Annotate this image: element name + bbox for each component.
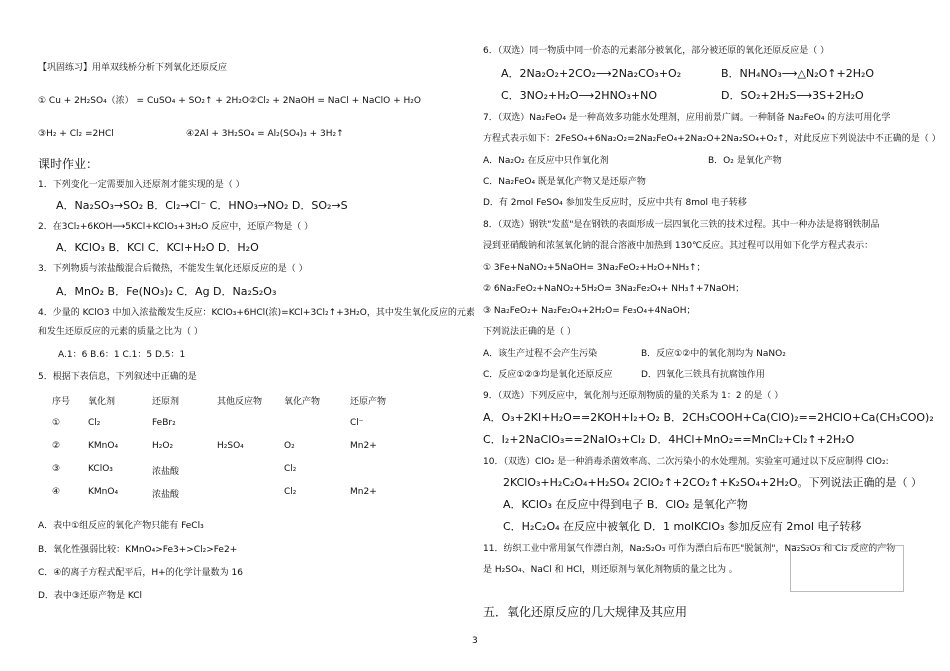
table-cell: ④ [52,487,61,497]
right-text-line: C．I₂+2NaClO₃==2NaIO₃+Cl₂ D．4HCl+MnO₂==MnCl₂+Cl₂↑+2H₂O [483,433,855,446]
right-text-line: 7．（双选）Na₂FeO₄ 是一种高效多功能水处理剂，应用前景广阔。一种制备 Na₂FeO₄ 的方法可用化学 [483,113,891,123]
right-text-line: C．Na₂FeO₄ 既是氧化产物又是还原产物 [483,177,646,187]
right-text-line: ① 3Fe+NaNO₂+5NaOH= 3Na₂FeO₂+H₂O+NH₃↑； [483,263,706,273]
table-header-cell: 其他反应物 [217,397,263,407]
left-text-line: 3．下列物质与浓盐酸混合后微热，不能发生氧化还原反应的是（ ） [38,264,308,274]
right-text-line: 8．（双选）钢铁"发蓝"是在钢铁的表面形成一层四氧化三铁的技术过程。其中一种办法是将钢铁制品 [483,220,880,230]
table-cell: ① [52,418,61,428]
table-cell: FeBr₂ [152,418,176,428]
table-header-cell: 还原剂 [152,397,180,407]
right-text-line: D．SO₂+2H₂S⟶3S+2H₂O [721,89,864,102]
left-text-line: A．表中①组反应的氧化产物只能有 FeCl₃ [38,521,204,531]
table-cell: KMnO₄ [88,441,119,451]
right-text-line: C．3NO₂+H₂O⟶2HNO₃+NO [501,89,657,102]
table-cell: Cl⁻ [350,418,364,428]
left-text-line: C．④的离子方程式配平后，H+的化学计量数为 16 [38,568,243,578]
right-text-line: A．该生产过程不会产生污染 [483,349,598,359]
right-text-line: 10．（双选）ClO₂ 是一种消毒杀菌效率高、二次污染小的水处理剂。实验室可通过以下反应制得 ClO₂: [483,457,889,467]
left-text-line: A．MnO₂ B．Fe(NO₃)₂ C．Ag D．Na₂S₂O₃ [56,285,277,298]
table-cell: Cl₂ [88,418,101,428]
left-text-line: A．KClO₃ B．KCl C．KCl+H₂O D．H₂O [56,241,259,254]
table-cell: H₂SO₄ [217,441,244,451]
right-text-line: B．反应①②中的氧化剂均为 NaNO₂ [641,349,786,359]
table-cell: Mn2+ [350,487,377,497]
right-text-line: ③ Na₂FeO₂+ Na₂Fe₂O₄+2H₂O= Fe₃O₄+4NaOH； [483,306,696,316]
table-cell: ② [52,441,61,451]
table-header-cell: 氧化剂 [88,397,116,407]
right-text-line: ② 6Na₂FeO₂+NaNO₂+5H₂O= 3Na₂Fe₂O₄+ NH₃↑+7NaOH； [483,284,745,294]
left-text-line: 4．少量的 KClO3 中加入浓盐酸发生反应：KClO₃+6HCl(浓)=KCl+3Cl₂↑+3H₂O，其中发生氧化反应的元素 [38,308,475,318]
table-header-cell: 还原产物 [350,397,387,407]
right-text-line: 浸到亚硝酸钠和浓氢氧化钠的混合溶液中加热到 130℃反应。其过程可以用如下化学方程式表示： [483,241,874,251]
right-text-line: 9．（双选）下列反应中，氧化剂与还原剂物质的量的关系为 1：2 的是（ ） [483,391,784,401]
right-text-line: 是 H₂SO₄、NaCl 和 HCl，则还原剂与氧化剂物质的量之比为 。 [483,565,738,575]
left-text-line: 5．根据下表信息，下列叙述中正确的是 [38,372,197,382]
right-text-line: 11．纺织工业中常用氯气作漂白剂，Na₂S₂O₃ 可作为漂白后布匹"脱氯剂"，Na₂S₂O₃ 和 Cl₂ 反应的产物 [483,544,896,554]
table-cell: O₂ [284,441,295,451]
table-cell: ③ [52,464,61,474]
left-text-line: 1．下列变化一定需要加入还原剂才能实现的是（ ） [38,180,245,190]
left-text-line: 课时作业： [38,157,99,171]
right-text-line: C．H₂C₂O₄ 在反应中被氧化 D．1 molKClO₃ 参加反应有 2mol 电子转移 [503,520,862,533]
left-text-line: 【巩固练习】用单双线桥分析下列氧化还原反应 [38,63,228,73]
right-text-line: D．四氧化三铁具有抗腐蚀作用 [641,370,765,380]
table-cell: H₂O₂ [152,441,174,451]
table-cell: KClO₃ [88,464,113,474]
right-text-line: 五．氧化还原反应的几大规律及其应用 [483,605,688,619]
table-cell: Cl₂ [284,487,297,497]
right-text-line: 下列说法正确的是（ ） [483,327,576,337]
answer-box [790,545,904,592]
right-text-line: A．Na₂O₂ 在反应中只作氧化剂 [483,156,609,166]
left-text-line: ③H₂ + Cl₂ =2HCl [38,129,114,139]
left-text-line: D．表中③还原产物是 KCl [38,591,143,601]
left-text-line: 2．在3Cl₂+6KOH⟶5KCl+KClO₃+3H₂O 反应中，还原产物是（ ） [38,222,314,232]
left-text-line: ④2Al + 3H₂SO₄ = Al₂(SO₄)₃ + 3H₂↑ [186,129,344,139]
table-cell: KMnO₄ [88,487,119,497]
table-header-cell: 氧化产物 [284,397,321,407]
left-text-line: 和发生还原反应的元素的质量之比为（ ） [38,327,203,337]
right-text-line: A．2Na₂O₂+2CO₂⟶2Na₂CO₃+O₂ [501,67,682,80]
page-number: 3 [472,636,478,646]
table-cell: 浓盐酸 [152,490,180,500]
right-text-line: A．KClO₃ 在反应中得到电子 B．ClO₂ 是氧化产物 [503,498,748,511]
right-text-line: 2KClO₃+H₂C₂O₄+H₂SO₄ 2ClO₂↑+2CO₂↑+K₂SO₄+2H₂O。下列说法正确的是（ ） [503,476,923,489]
right-text-line: A．O₃+2KI+H₂O==2KOH+I₂+O₂ B．2CH₃COOH+Ca(ClO)₂==2HClO+Ca(CH₃COO)₂ [483,411,934,424]
left-text-line: ① Cu + 2H₂SO₄（浓） = CuSO₄ + SO₂↑ + 2H₂O②Cl₂ + 2NaOH = NaCl + NaClO + H₂O [38,96,421,106]
table-cell: Cl₂ [284,464,297,474]
table-header-cell: 序号 [52,397,71,407]
left-text-line: A.1：6 B.6：1 C.1：5 D.5：1 [58,350,186,360]
right-text-line: B．O₂ 是氧化产物 [708,156,782,166]
table-cell: 浓盐酸 [152,467,180,477]
right-text-line: 6．（双选）同一物质中同一价态的元素部分被氧化，部分被还原的氧化还原反应是（ ） [483,46,830,56]
right-text-line: B．NH₄NO₃⟶△N₂O↑+2H₂O [721,67,875,80]
right-text-line: C．反应①②③均是氧化还原反应 [483,370,613,380]
left-text-line: B．氧化性强弱比较：KMnO₄>Fe3+>Cl₂>Fe2+ [38,545,238,555]
right-text-line: 方程式表示如下：2FeSO₄+6Na₂O₂=2Na₂FeO₄+2Na₂O+2Na₂SO₄+O₂↑，对此反应下列说法中不正确的是（ ） [483,134,941,144]
right-text-line: D．有 2mol FeSO₄ 参加发生反应时，反应中共有 8mol 电子转移 [483,198,747,208]
left-text-line: A．Na₂SO₃→SO₂ B．Cl₂→Cl⁻ C．HNO₃→NO₂ D．SO₂→S [56,199,348,212]
table-cell: Mn2+ [350,441,377,451]
